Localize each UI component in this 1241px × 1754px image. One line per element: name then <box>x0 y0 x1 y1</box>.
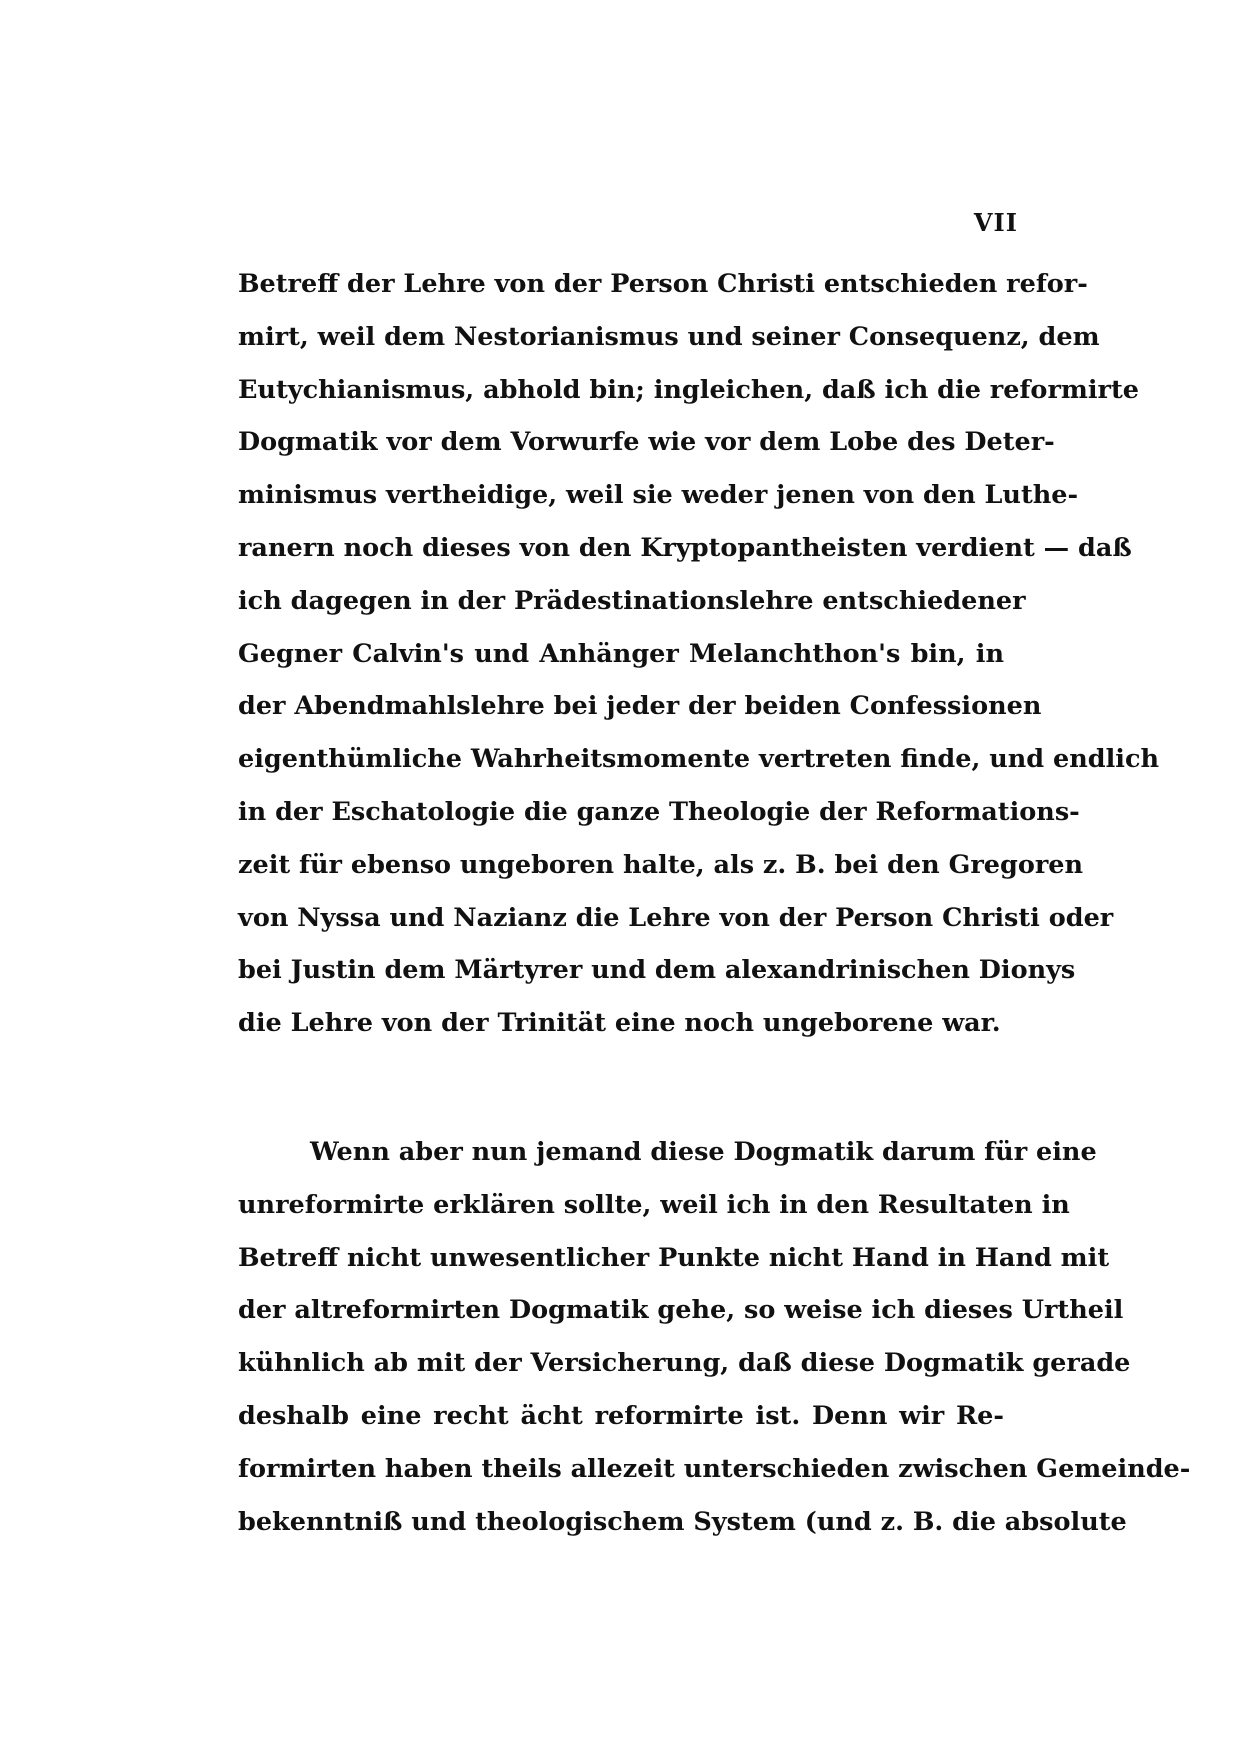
text-line: Betreff der Lehre von der Person Christi entschieden refor- <box>238 269 1088 299</box>
paragraph-1 <box>238 258 1160 1050</box>
text-line: ranern noch dieses von den Kryptopantheisten verdient — daß <box>238 532 1132 563</box>
text-line: ich dagegen in der Prädestinationslehre entschiedener <box>238 585 1026 616</box>
text-line: der Abendmahlslehre bei jeder der beiden Confessionen <box>238 691 1042 722</box>
text-line: deshalb eine recht ächt reformirte ist. Denn wir Re- <box>238 1400 1004 1431</box>
text-line: bekenntniß und theologischem System (und z. B. die absolute <box>238 1506 1127 1537</box>
text-line: mirt, weil dem Nestorianismus und seiner Consequenz, dem <box>238 321 1100 352</box>
text-line: Eutychianismus, abhold bin; ingleichen, daß ich die reformirte <box>238 374 1139 405</box>
text-line: die Lehre von der Trinität eine noch ungeborene war. <box>238 1008 1001 1039</box>
paragraph-2 <box>238 1126 1191 1548</box>
text-line: Wenn aber nun jemand diese Dogmatik darum für eine <box>310 1137 1097 1167</box>
page-number: VII <box>973 208 1018 237</box>
text-line: in der Eschatologie die ganze Theologie der Reformations- <box>238 796 1080 827</box>
text-line: der altreformirten Dogmatik gehe, so weise ich dieses Urtheil <box>238 1295 1124 1326</box>
text-line: Betreff nicht unwesentlicher Punkte nicht Hand in Hand mit <box>238 1242 1110 1273</box>
text-line: kühnlich ab mit der Versicherung, daß diese Dogmatik gerade <box>238 1348 1131 1379</box>
text-line: zeit für ebenso ungeboren halte, als z. B. bei den Gregoren <box>238 849 1084 880</box>
text-line: bei Justin dem Märtyrer und dem alexandrinischen Dionys <box>238 955 1076 986</box>
text-line: formirten haben theils allezeit unterschieden zwischen Gemeinde- <box>238 1453 1191 1484</box>
text-line: Dogmatik vor dem Vorwurfe wie vor dem Lobe des Deter- <box>238 427 1055 458</box>
text-line: Gegner Calvin's und Anhänger Melanchthon's bin, in <box>238 638 1004 669</box>
text-line: unreformirte erklären sollte, weil ich in den Resultaten in <box>238 1189 1070 1220</box>
text-line: eigenthümliche Wahrheitsmomente vertreten finde, und endlich <box>238 744 1160 775</box>
text-line: minismus vertheidige, weil sie weder jenen von den Luthe- <box>238 480 1079 511</box>
text-line: von Nyssa und Nazianz die Lehre von der Person Christi oder <box>238 902 1114 933</box>
